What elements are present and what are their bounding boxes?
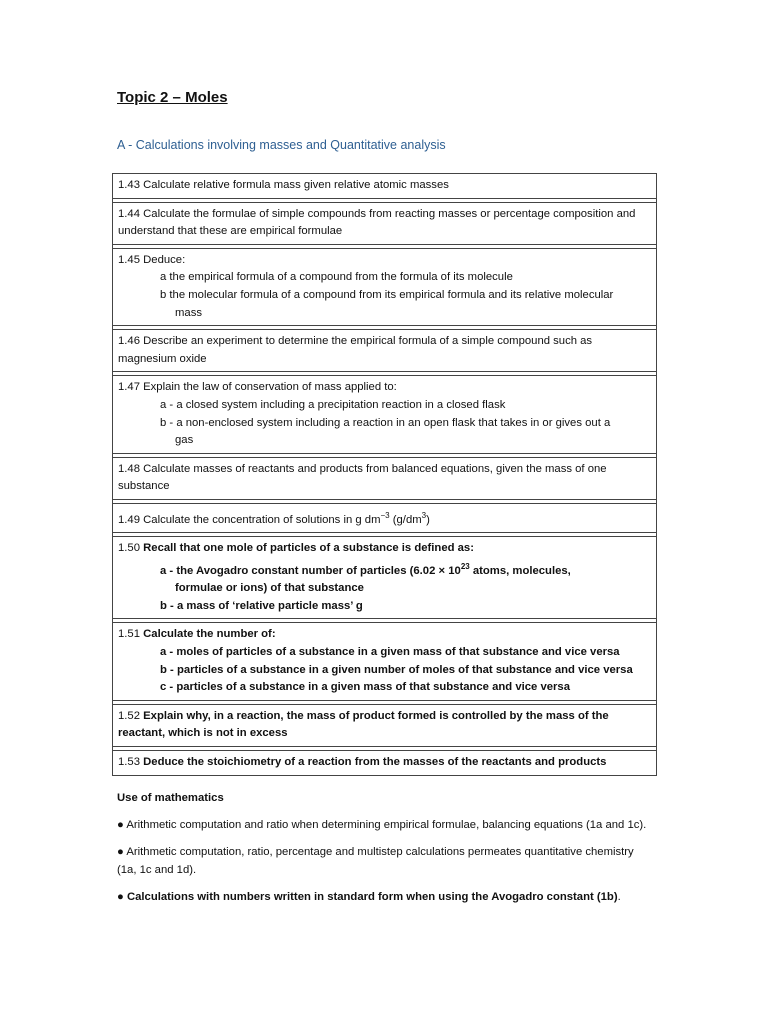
page-title: Topic 2 – Moles <box>117 89 228 106</box>
row-1-50-a-text: atoms, molecules, <box>469 564 571 577</box>
row-1-48: 1.48 Calculate masses of reactants and products from balanced equations, given the mass of one substance <box>112 458 657 500</box>
row-1-45 <box>112 249 657 326</box>
row-1-50-head: Recall that one mole of particles of a substance is defined as: <box>143 542 474 555</box>
row-1-52-text: Explain why, in a reaction, the mass of product formed is controlled by the mass of the reactant, which is not in excess <box>118 709 609 740</box>
row-1-47 <box>112 376 657 453</box>
row-1-49-text: (g/dm <box>389 513 422 526</box>
row-1-50 <box>112 537 657 619</box>
maths-section <box>117 790 647 917</box>
row-1-52-num: 1.52 <box>118 709 144 722</box>
row-1-50-num: 1.50 <box>118 542 144 555</box>
row-1-51-a: a - moles of particles of a substance in a given mass of that substance and vice versa <box>160 646 620 658</box>
row-1-47-a: a - a closed system including a precipitation reaction in a closed flask <box>160 398 506 411</box>
row-1-51 <box>112 623 657 700</box>
maths-point-3 <box>117 889 647 907</box>
row-1-50-a-cont: formulae or ions) of that substance <box>175 582 364 595</box>
row-1-44: 1.44 Calculate the formulae of simple compounds from reacting masses or percentage composition and understand that these are empirical formulae <box>112 203 657 245</box>
row-1-51-c: c - particles of a substance in a given mass of that substance and vice versa <box>160 681 570 694</box>
row-1-51-b: b - particles of a substance in a given number of moles of that substance and vice versa <box>160 663 633 676</box>
row-1-50-a <box>118 558 650 580</box>
row-1-47-head: 1.47 Explain the law of conservation of mass applied to: <box>118 381 397 394</box>
row-1-45-b-cont: mass <box>175 306 202 319</box>
spec-table <box>112 173 657 776</box>
maths-heading: Use of mathematics <box>117 792 224 804</box>
maths-point-3-text: ● Calculations with numbers written in standard form when using the Avogadro constant (1b) <box>117 891 618 904</box>
superscript: −3 <box>380 510 390 520</box>
superscript: 3 <box>421 510 427 520</box>
row-1-45-head: 1.45 Deduce: <box>118 253 186 266</box>
maths-point-2: ● Arithmetic computation, ratio, percentage and multistep calculations permeates quantitative chemistry (1a, 1c and 1d). <box>117 846 634 876</box>
maths-point-1: ● Arithmetic computation and ratio when determining empirical formulae, balancing equations (1a and 1c). <box>117 818 647 831</box>
section-subheading: A - Calculations involving masses and Quantitative analysis <box>117 138 446 152</box>
row-1-52 <box>112 705 657 747</box>
row-1-45-b: b the molecular formula of a compound from its empirical formula and its relative molecular <box>160 288 614 301</box>
row-1-53 <box>112 751 657 776</box>
row-1-50-a-text: a - the Avogadro constant number of particles (6.02 × 10 <box>160 564 461 577</box>
maths-point-3-end: . <box>617 891 621 904</box>
row-1-47-b: b - a non-enclosed system including a reaction in an open flask that takes in or gives out a <box>160 416 611 429</box>
row-1-53-text: Deduce the stoichiometry of a reaction from the masses of the reactants and products <box>143 755 607 768</box>
superscript: 23 <box>460 561 470 571</box>
row-1-51-num: 1.51 <box>118 628 144 641</box>
row-1-46: 1.46 Describe an experiment to determine the empirical formula of a simple compound such as magnesium oxide <box>112 330 657 372</box>
row-1-49-text: 1.49 Calculate the concentration of solutions in g dm <box>118 513 381 526</box>
row-1-43: 1.43 Calculate relative formula mass given relative atomic masses <box>112 173 657 199</box>
row-1-45-a: a the empirical formula of a compound from the formula of its molecule <box>160 271 513 284</box>
row-1-49-text: ) <box>426 513 430 526</box>
row-1-49 <box>112 504 657 533</box>
row-1-50-b: b - a mass of ‘relative particle mass’ g <box>160 599 363 612</box>
row-1-53-num: 1.53 <box>118 755 144 768</box>
row-1-51-head: Calculate the number of: <box>143 628 276 641</box>
row-1-47-b-cont: gas <box>175 434 194 447</box>
